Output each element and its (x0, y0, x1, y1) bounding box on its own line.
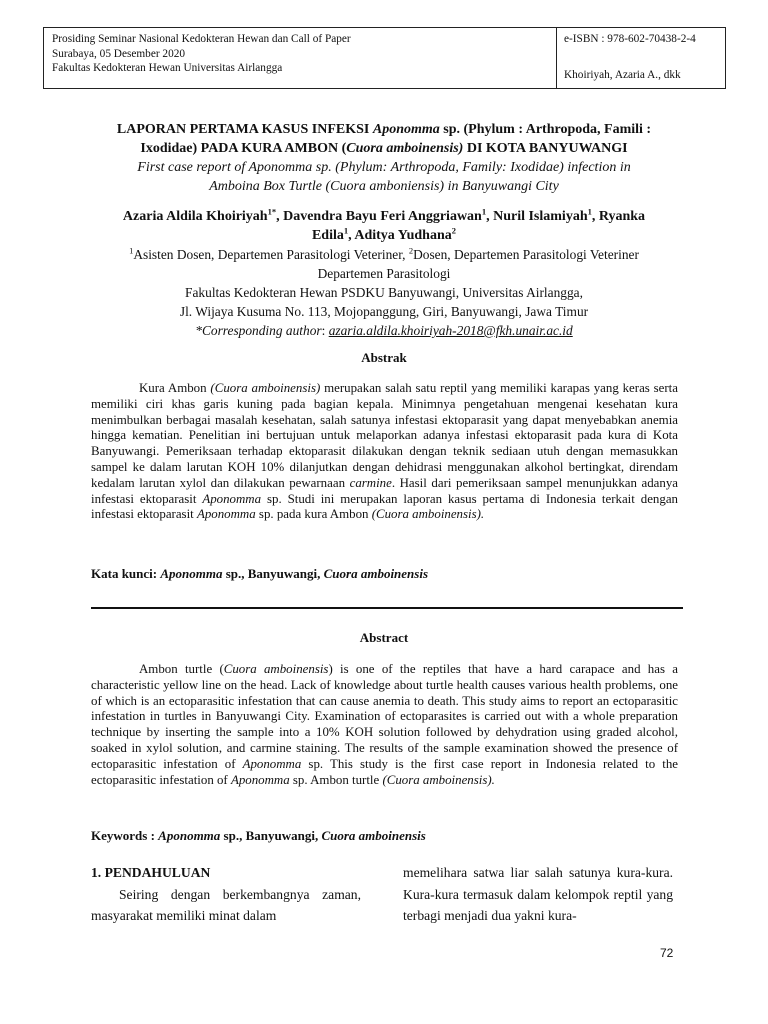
header-authors: Khoiriyah, Azaria A., dkk (564, 69, 681, 81)
author-sup: 1 (343, 225, 349, 236)
author-name: Aditya Yudhana (354, 228, 452, 243)
section-heading-pendahuluan: 1. PENDAHULUAN (91, 865, 211, 880)
title-text: Ixodidae) PADA KURA AMBON ( (140, 141, 347, 156)
abstrak-text: Kura Ambon (139, 381, 211, 395)
author-sep: , (486, 209, 494, 224)
paper-title (60, 120, 708, 196)
affiliation-sup: 2 (408, 245, 414, 256)
corresponding-label: *Corresponding author (195, 323, 322, 338)
abstrak-italic: Aponomma (202, 491, 262, 506)
abstrak-italic: carmine (349, 475, 392, 490)
header-left-cell (44, 28, 557, 88)
abstract-italic: Aponomma (230, 772, 290, 787)
title-english-line2: Amboina Box Turtle (Cuora amboniensis) in Banyuwangi City (209, 179, 559, 194)
section-divider (91, 607, 683, 609)
abstract-text: sp. Ambon turtle (289, 772, 383, 787)
title-genus: Aponomma (248, 160, 313, 175)
abstract-text: ) is one of the reptiles that have a hard carapace and has a characteristic yellow line on the head. Lack of knowledge about turtle health causes various health problems, one of which is an ectoparasitic infestation that can cause anemia to death. This study aims to report an ectoparasitic infestation in turtles in Banyuwangi City. Examination of ectoparasites is carried out with a whole preparation technique by inserting the sample into a 10% KOH solution followed by dehydration using graded alcohol, soaked in xylol solution, and carmine staining. The results of the sample examination showed the presence of ectoparasitic infestation of (91, 662, 678, 771)
keywords (91, 828, 426, 844)
keywords-label: Kata kunci: (91, 566, 161, 581)
affiliation-line1 (60, 245, 708, 264)
header-date: Surabaya, 05 Desember 2020 (52, 47, 186, 60)
author-sep: , (276, 209, 284, 224)
keywords-label: Keywords : (91, 828, 159, 843)
author-sup: 2 (451, 225, 457, 236)
abstract-italic: Cuora amboinensis (223, 662, 329, 676)
abstract-paragraph (91, 662, 678, 788)
abstract-italic: Aponomma (242, 756, 302, 771)
corresponding-author (60, 321, 708, 340)
affiliation-line2: Departemen Parasitologi (317, 266, 451, 281)
abstract-heading: Abstract (359, 630, 409, 645)
author-name: Edila (311, 228, 344, 243)
abstrak-text: . Hasil dari pemeriksaan sampel menunjukkan adanya infestasi ektoparasit (91, 475, 678, 506)
title-text: sp. (Phylum: Arthropoda, Family: Ixodidae) infection in (312, 160, 631, 175)
header-faculty: Fakultas Kedokteran Hewan Universitas Airlangga (52, 62, 283, 74)
corresponding-colon: : (321, 323, 329, 338)
abstrak-heading: Abstrak (361, 350, 407, 365)
title-text: DI KOTA BANYUWANGI (463, 141, 628, 156)
author-names (60, 207, 708, 245)
title-english-line1 (60, 158, 708, 177)
title-text: sp. (Phylum : Arthropoda, Famili : (439, 122, 652, 137)
keyword-text: sp., Banyuwangi, (220, 828, 322, 843)
title-indonesian-line1 (60, 120, 708, 139)
keyword-text: sp., Banyuwangi, (222, 566, 324, 581)
affiliation-line3: Fakultas Kedokteran Hewan PSDKU Banyuwangi, Universitas Airlangga, (185, 285, 583, 300)
title-text: First case report of (137, 160, 249, 175)
corresponding-email-link[interactable]: azaria.aldila.khoiriyah-2018@fkh.unair.ac.id (328, 323, 573, 338)
body-column-left (91, 862, 361, 927)
author-sup: 1* (267, 206, 277, 217)
keyword-italic: Aponomma (160, 566, 223, 581)
abstract-text: sp. This study is the first case report in Indonesia related to the ectoparasitic infestation of (91, 756, 679, 787)
abstrak-italic: (Cuora amboinensis) (210, 381, 321, 395)
abstract-italic: (Cuora amboinensis). (382, 772, 495, 787)
page-number: 72 (660, 946, 674, 960)
header-isbn: e-ISBN : 978-602-70438-2-4 (564, 33, 696, 45)
abstrak-italic: (Cuora amboinensis). (371, 507, 485, 522)
abstrak-text: sp. pada kura Ambon (255, 507, 372, 522)
title-genus: Aponomma (372, 122, 440, 137)
kata-kunci (91, 566, 428, 582)
affiliation-text: Dosen, Departemen Parasitologi Veteriner (413, 247, 639, 262)
title-text: LAPORAN PERTAMA KASUS INFEKSI (116, 122, 373, 137)
affiliation-sup: 1 (129, 245, 134, 256)
keyword-italic: Aponomma (158, 828, 221, 843)
body-column-right (403, 862, 673, 927)
title-indonesian-line2 (60, 139, 708, 158)
affiliation-line4: Jl. Wijaya Kusuma No. 113, Mojopanggung, Giri, Banyuwangi, Jawa Timur (179, 304, 589, 319)
abstrak-text: sp. Studi ini merupakan laporan kasus pertama di Indonesia terkait dengan infestasi ektoparasit (91, 491, 678, 522)
author-name: Azaria Aldila Khoiriyah (122, 209, 268, 224)
keyword-italic: Cuora amboinensis (321, 828, 426, 843)
body-text-right: memelihara satwa liar salah satunya kura-kura. Kura-kura termasuk dalam kelompok reptil yang terbagi menjadi dua yakni kura- (403, 865, 673, 923)
author-block (60, 207, 708, 340)
body-text-left: Seiring dengan berkembangnya zaman, masyarakat memiliki minat dalam (91, 886, 361, 923)
affiliation-text: Asisten Dosen, Departemen Parasitologi Veteriner, (133, 247, 409, 262)
abstract-text: Ambon turtle ( (139, 662, 224, 676)
abstrak-paragraph (91, 381, 678, 523)
header-right-cell (557, 28, 725, 88)
title-species: Cuora amboinensis) (346, 141, 464, 156)
author-sup: 1 (587, 206, 592, 217)
author-sep: , Ryanka (591, 209, 646, 224)
abstrak-text: merupakan salah satu reptil yang memiliki karapas yang keras serta memiliki ciri khas garis kuning pada bagian kepala. Minimnya pengetahuan mengenai kesehatan kura menimbulkan berbagai masalah kesehatan, salah satunya infestasi ektoparasit yang dapat menyebabkan anemia hingga kematian. Penelitian ini bertujuan untuk melaporkan adanya infestasi ektoparasit pada kura di Kota Banyuwangi. Pemeriksaan terhadap ektoparasit dilakukan dengan teknik sediaan utuh dengan memasukkan sampel ke dalam larutan KOH 10% dilanjutkan dengan dehidrasi menggunakan alkohol bertingkat, direndam kedalam larutan xylol dan dilakukan pewarnaan (91, 381, 678, 490)
header-proceedings-title: Prosiding Seminar Nasional Kedokteran Hewan dan Call of Paper (52, 33, 351, 45)
author-name: Davendra Bayu Feri Anggriawan (283, 209, 482, 224)
author-name: Nuril Islamiyah (493, 209, 588, 224)
author-sup: 1 (481, 206, 487, 217)
keyword-italic: Cuora amboinensis (323, 566, 429, 581)
proceedings-header (43, 27, 726, 89)
abstrak-italic: Aponomma (196, 507, 256, 522)
author-sep: , (348, 228, 355, 243)
